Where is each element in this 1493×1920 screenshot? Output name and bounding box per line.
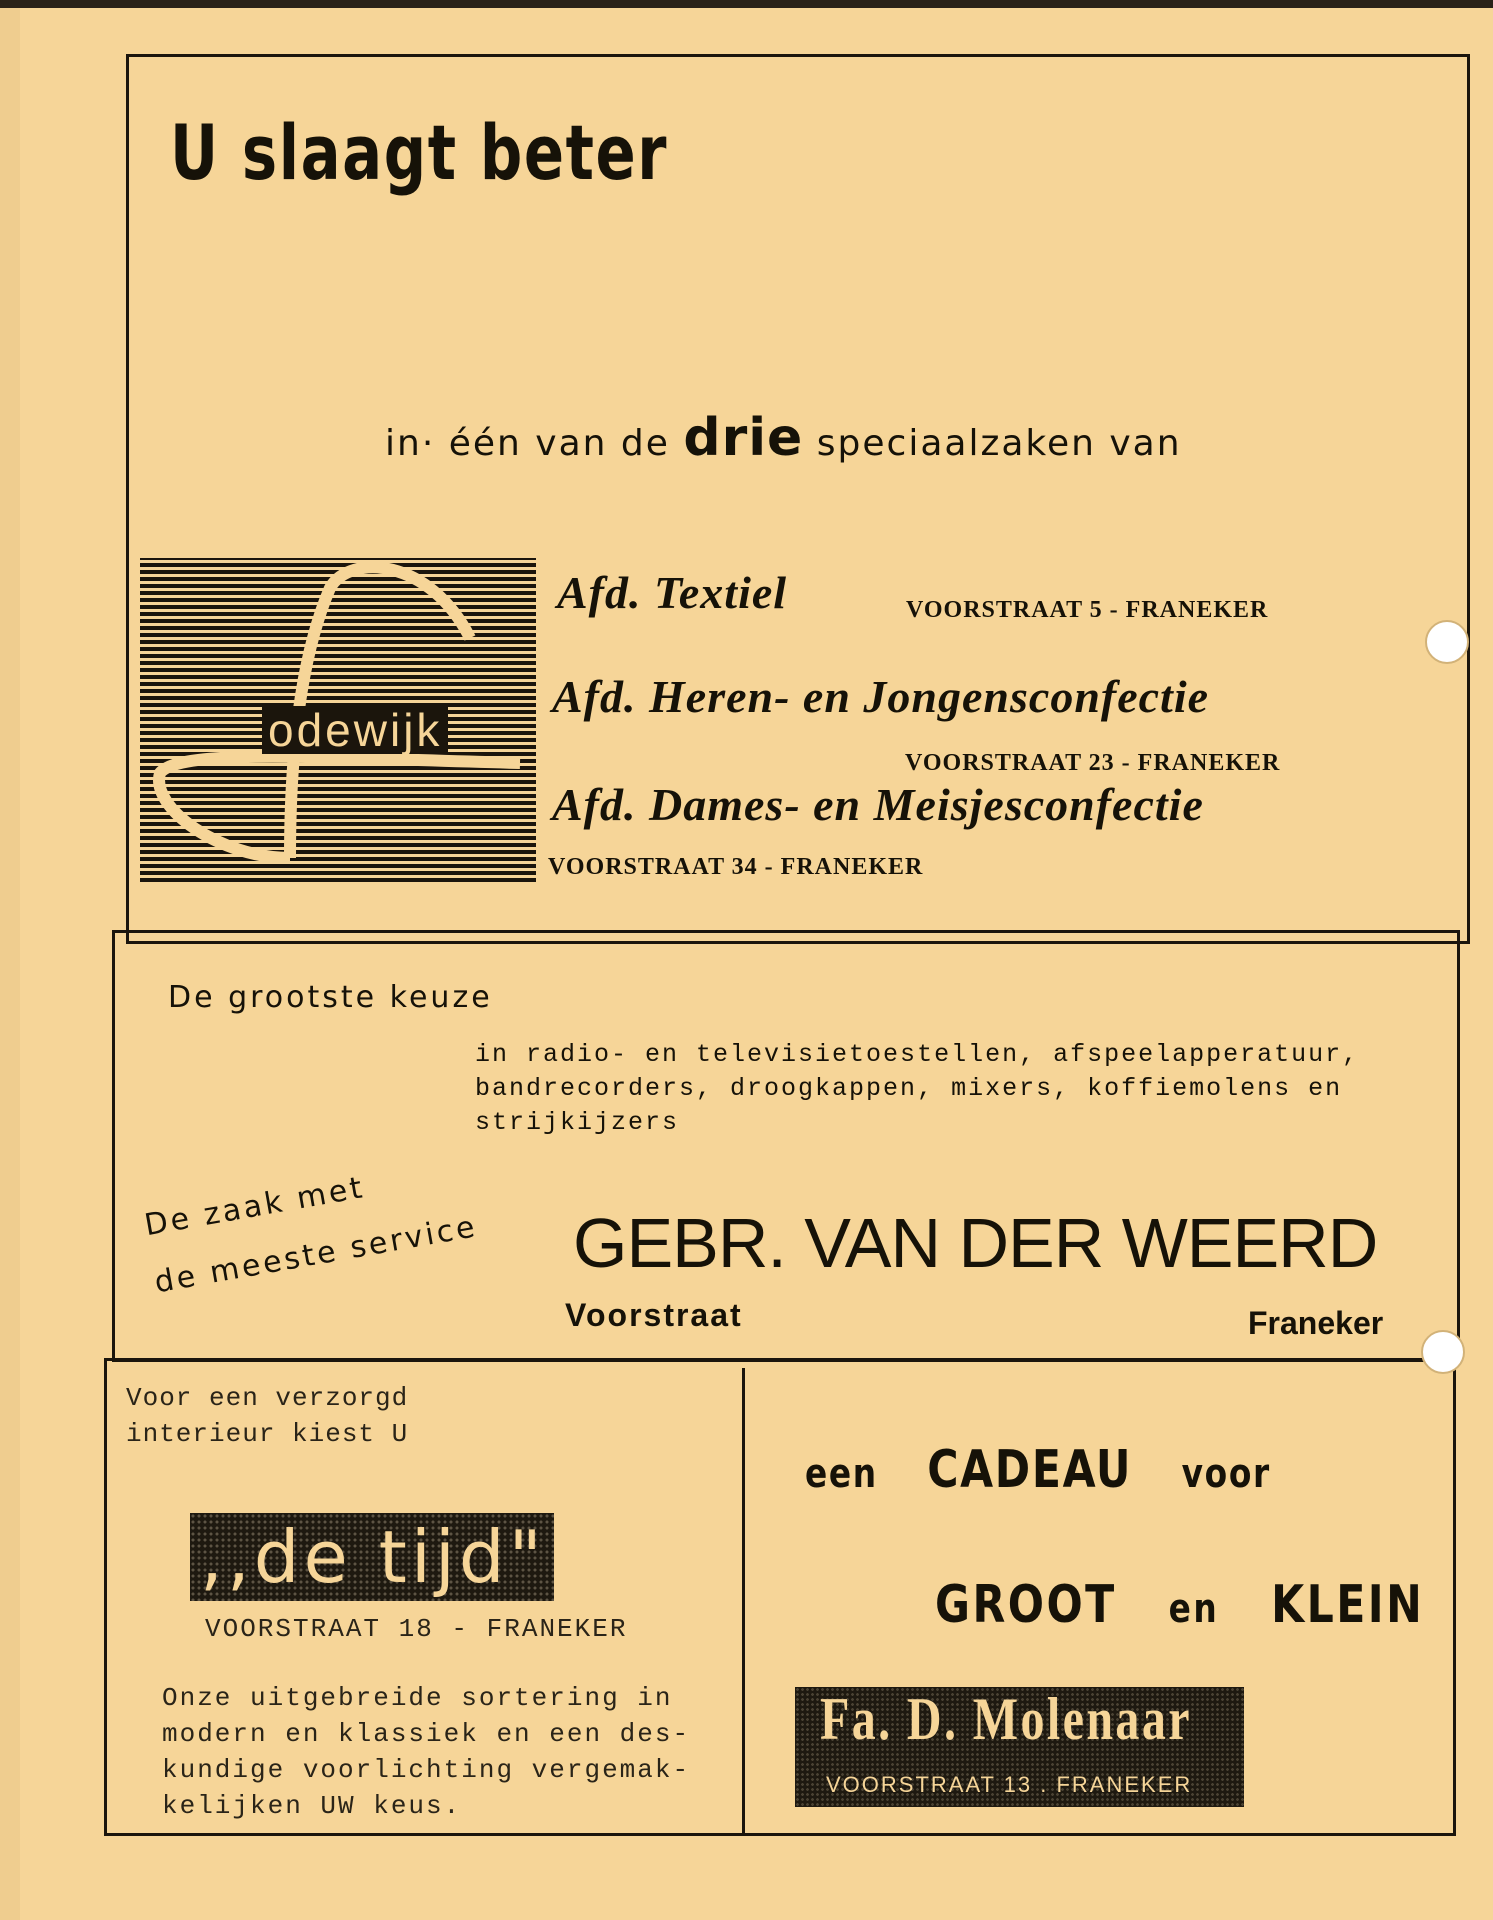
bottom-divider: [742, 1368, 745, 1834]
molenaar-line-1b: CADEAU: [927, 1440, 1133, 1500]
weerd-name: GEBR. VAN DER WEERD: [573, 1204, 1378, 1282]
intro-after: speciaalzaken van: [816, 423, 1182, 464]
top-strip: [0, 0, 1493, 8]
tijd-address: VOORSTRAAT 18 - FRANEKER: [205, 1614, 628, 1644]
intro-text: [385, 408, 1182, 468]
tijd-intro: Voor een verzorgd interieur kiest U: [126, 1383, 409, 1449]
lodewijk-logo-text: odewijk: [262, 706, 448, 754]
punch-hole-bottom: [1421, 1330, 1465, 1374]
molenaar-address: VOORSTRAAT 13 . FRANEKER: [826, 1772, 1193, 1797]
molenaar-line-2: [935, 1575, 1424, 1635]
weerd-service-slogan: De zaak met de meeste service: [141, 1170, 481, 1301]
punch-hole-top: [1425, 620, 1469, 664]
molenaar-line-2a: GROOT: [935, 1575, 1117, 1635]
dept-textiel-name: Afd. Textiel: [557, 567, 788, 618]
weerd-street: Voorstraat: [565, 1297, 743, 1333]
molenaar-line-1c: voor: [1181, 1451, 1271, 1497]
molenaar-line-2c: KLEIN: [1271, 1575, 1425, 1635]
molenaar-line-2b: en: [1168, 1586, 1220, 1632]
molenaar-name: Fa. D. Molenaar: [820, 1686, 1192, 1752]
tijd-logo-text: ,,de tijd": [200, 1515, 546, 1599]
dept-textiel-address: VOORSTRAAT 5 - FRANEKER: [906, 597, 1269, 623]
dept-dames-name: Afd. Dames- en Meisjesconfectie: [552, 779, 1204, 830]
dept-heren-name: Afd. Heren- en Jongensconfectie: [552, 671, 1210, 722]
headline: U slaagt beter: [170, 108, 669, 197]
molenaar-line-1: [805, 1440, 1271, 1500]
dept-heren-address: VOORSTRAAT 23 - FRANEKER: [905, 750, 1281, 776]
weerd-city: Franeker: [1248, 1305, 1384, 1341]
weerd-choice-body: in radio- en televisietoestellen, afspeelapperatuur, bandrecorders, droogkappen, mixers, koffiemolens en strijkijzers: [475, 1040, 1360, 1137]
page-edge: [0, 0, 20, 1920]
tijd-body: Onze uitgebreide sortering in modern en klassiek en een des- kundige voorlichting vergemak- kelijken UW keus.: [162, 1683, 691, 1821]
weerd-choice-title: De grootste keuze: [168, 980, 493, 1015]
molenaar-line-1a: een: [805, 1451, 878, 1497]
intro-emphasis: drie: [683, 408, 804, 468]
intro-before: in· één van de: [385, 423, 670, 464]
dept-dames-address: VOORSTRAAT 34 - FRANEKER: [548, 854, 924, 880]
